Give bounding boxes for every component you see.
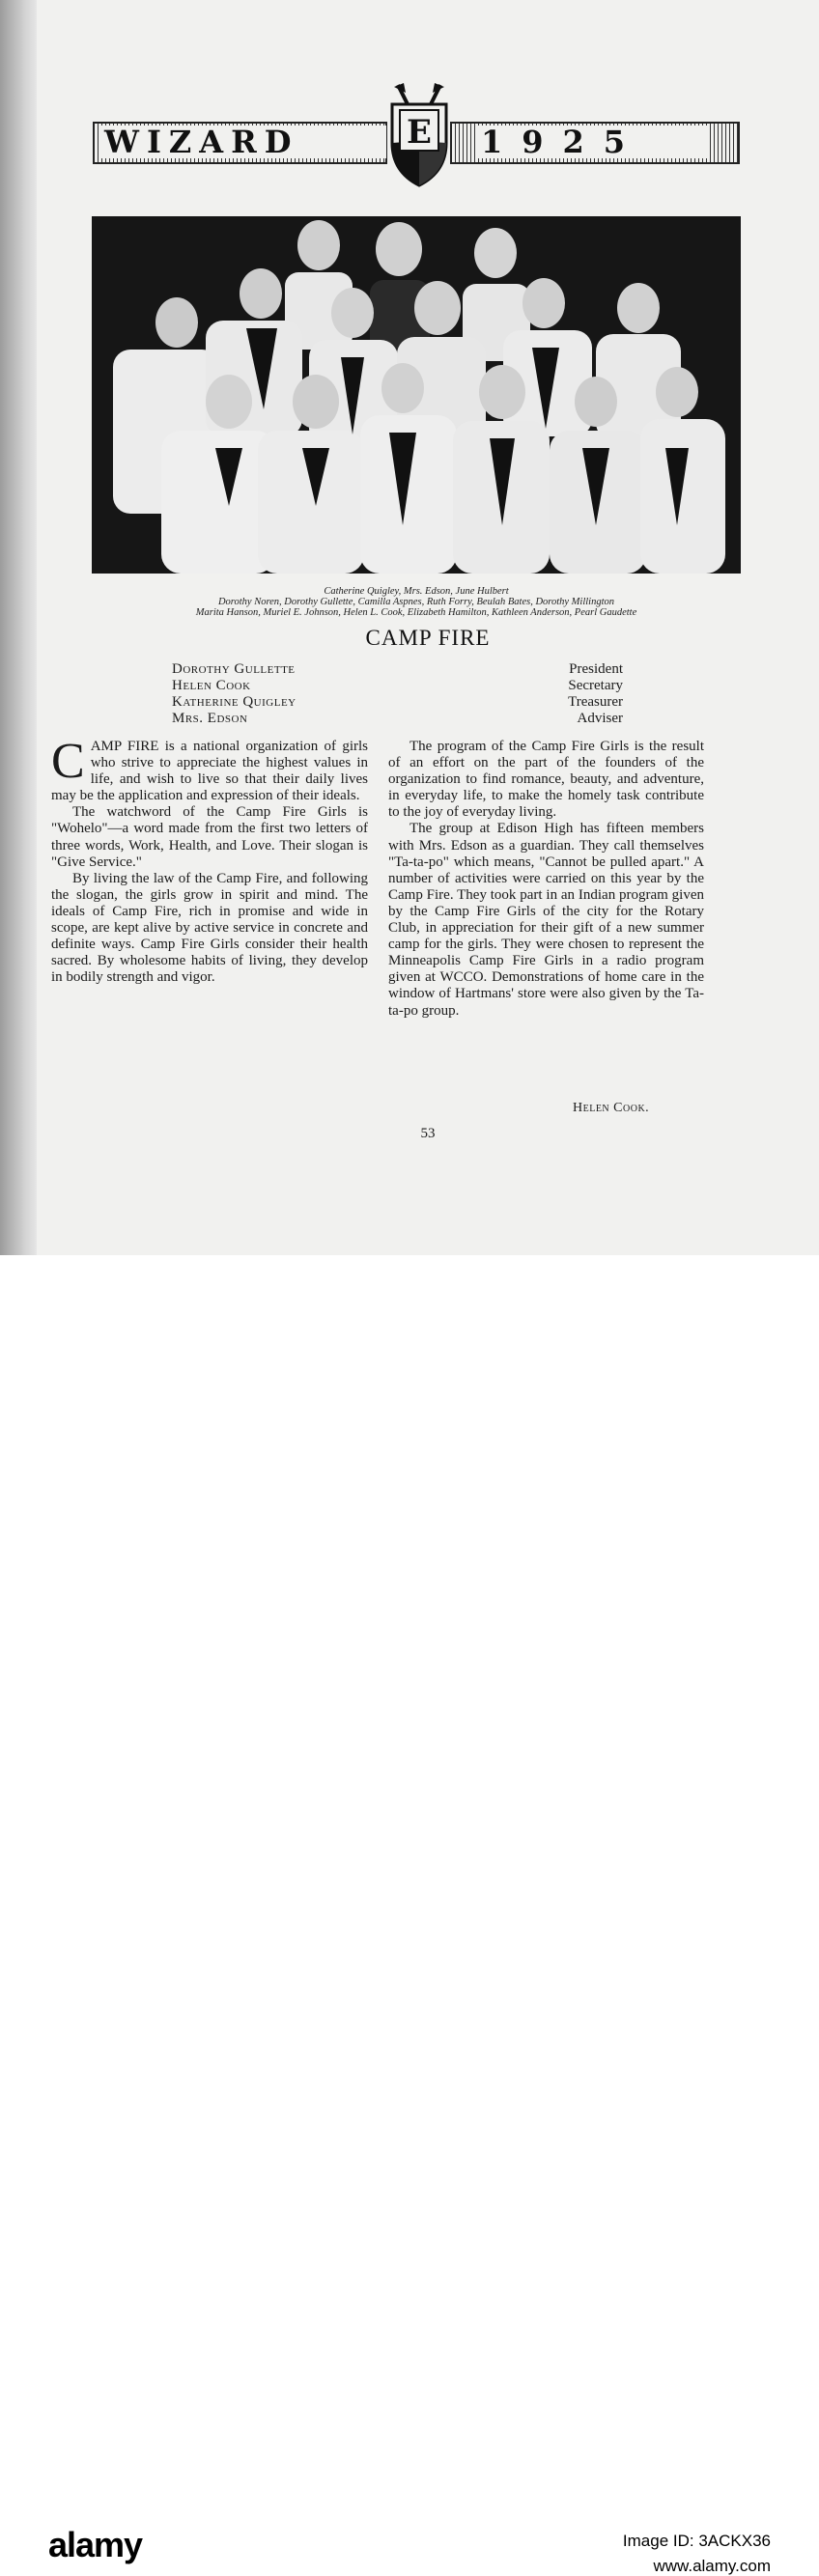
banner-title-wizard: WIZARD <box>100 126 386 158</box>
group-photograph <box>92 216 741 574</box>
officer-role: President <box>569 661 623 677</box>
paragraph-text: AMP FIRE is a national organization of girls who strive to appreciate the highest values in life, and wish to live so that their daily lives may be the application and expression of their ideals. <box>51 739 368 804</box>
page-number: 53 <box>420 1126 436 1141</box>
photo-caption-row-3: Marita Hanson, Muriel E. Johnson, Helen L. Cook, Elizabeth Hamilton, Kathleen Anderson, Pearl Gaudette <box>195 607 637 618</box>
school-crest-icon <box>384 83 454 189</box>
book-spine-shadow <box>0 0 37 1255</box>
stock-footer <box>0 1255 819 2575</box>
officer-role: Secretary <box>568 678 623 693</box>
officer-roles <box>491 661 623 727</box>
author-signature: Helen Cook. <box>573 1101 650 1115</box>
banner-year: 1925 <box>477 126 707 158</box>
image-id: Image ID: 3ACKX36 <box>622 2532 771 2550</box>
paragraph: The program of the Camp Fire Girls is the result of an effort on the part of the founders of the organization to find romance, beauty, and adventure, in everyday life, to make the homely task contribute to the joy of everyday living. <box>388 739 704 821</box>
article-right-column <box>388 739 704 1020</box>
brand-logo: alamy <box>48 2525 143 2564</box>
site-url: www.alamy.com <box>653 2557 771 2575</box>
paragraph: By living the law of the Camp Fire, and following the slogan, the girls grow in spirit and mind. The ideals of Camp Fire, rich in promise and wide in scope, are kept alive by active service in concrete and definite ways. Camp Fire Girls consider their health sacred. By wholesome habits of living, they develop in bodily strength and vigor. <box>51 870 368 986</box>
officer-name: Katherine Quigley <box>172 694 297 710</box>
section-title: CAMP FIRE <box>365 626 491 650</box>
paragraph <box>51 734 368 804</box>
officer-name: Dorothy Gullette <box>172 661 296 677</box>
officer-name: Helen Cook <box>172 678 251 693</box>
photo-caption-row-1: Catherine Quigley, Mrs. Edson, June Hulbert <box>324 586 509 597</box>
officer-name: Mrs. Edson <box>172 711 248 726</box>
officer-role: Treasurer <box>568 694 623 710</box>
yearbook-page <box>37 0 819 1255</box>
crest-letter: E <box>407 113 432 152</box>
officer-role: Adviser <box>577 711 623 726</box>
officer-names <box>172 661 297 727</box>
drop-cap: C <box>51 734 85 789</box>
photo-caption-row-2: Dorothy Noren, Dorothy Gullette, Camilla Aspnes, Ruth Forry, Beulah Bates, Dorothy Millington <box>217 597 615 607</box>
paragraph: The group at Edison High has fifteen members with Mrs. Edson as a guardian. They call themselves "Ta-ta-po" which means, "Cannot be pulled apart." A number of activities were carried on this year by the Camp Fire. They took part in an Indian program given by the Camp Fire Girls of the city for the Rotary Club, in appreciation for their gift of a new summer camp for the girls. They were chosen to represent the Minneapolis Camp Fire Girls in a radio program given at WCCO. Demonstrations of home care in the window of Hartmans' store were also given by the Ta-ta-po group. <box>388 821 704 1019</box>
paragraph: The watchword of the Camp Fire Girls is "Wohelo"—a word made from the first two letters of three words, Work, Health, and Love. Their slogan is "Give Service." <box>51 804 368 870</box>
article-left-column <box>51 734 368 986</box>
